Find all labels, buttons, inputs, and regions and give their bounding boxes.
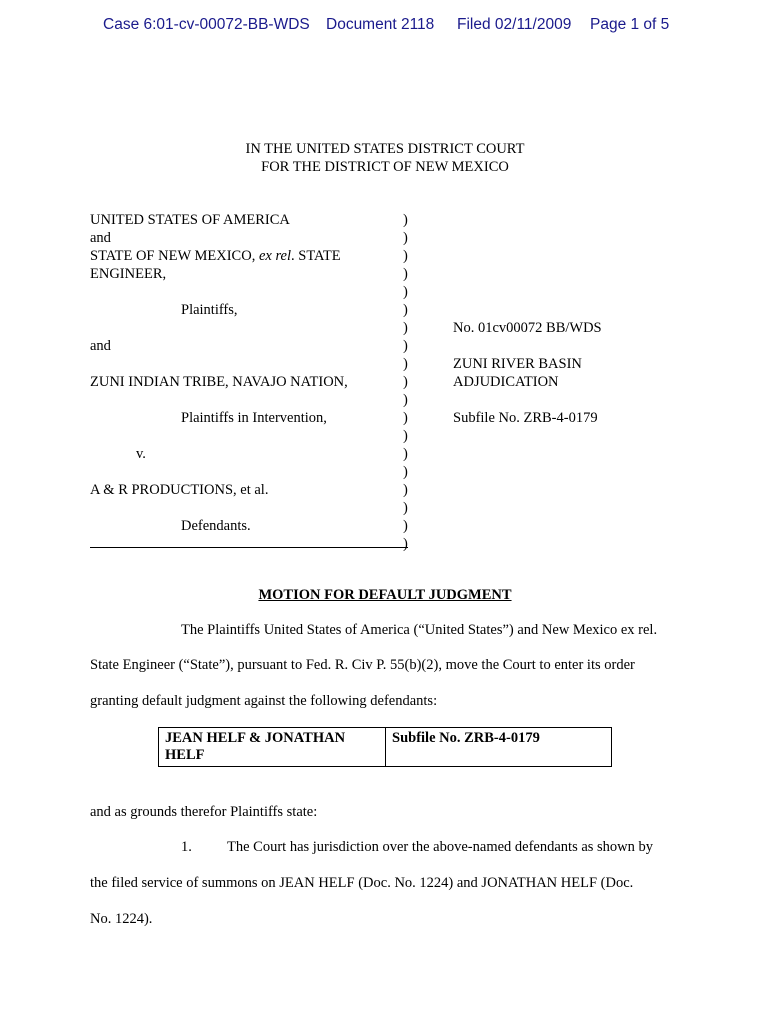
caption-parenthesis: ) bbox=[403, 410, 408, 426]
caption-adjudication-line2: ADJUDICATION bbox=[453, 374, 559, 390]
caption-plaintiff-engineer: ENGINEER, bbox=[90, 266, 167, 282]
defendant-subfile-cell: Subfile No. ZRB-4-0179 bbox=[386, 728, 612, 767]
court-name-line1: IN THE UNITED STATES DISTRICT COURT bbox=[245, 141, 525, 157]
caption-adjudication-line1: ZUNI RIVER BASIN bbox=[453, 356, 582, 372]
caption-intervenors-label: Plaintiffs in Intervention, bbox=[181, 410, 327, 426]
caption-and-1: and bbox=[90, 230, 111, 246]
caption-parenthesis: ) bbox=[403, 392, 408, 408]
caption-parenthesis: ) bbox=[403, 518, 408, 534]
court-name-line2: FOR THE DISTRICT OF NEW MEXICO bbox=[261, 159, 509, 175]
item1-line2: the filed service of summons on JEAN HELF (Doc. No. 1224) and JONATHAN HELF (Doc. bbox=[90, 875, 634, 891]
table-row bbox=[159, 728, 612, 767]
header-case-number: Case 6:01-cv-00072-BB-WDS bbox=[103, 16, 310, 33]
caption-parenthesis: ) bbox=[403, 284, 408, 300]
motion-title: MOTION FOR DEFAULT JUDGMENT bbox=[258, 587, 512, 603]
caption-parenthesis: ) bbox=[403, 266, 408, 282]
item1-line3: No. 1224). bbox=[90, 911, 153, 927]
caption-parenthesis: ) bbox=[403, 302, 408, 318]
header-document-number: Document 2118 bbox=[326, 16, 435, 33]
caption-parenthesis: ) bbox=[403, 338, 408, 354]
caption-parenthesis: ) bbox=[403, 248, 408, 264]
caption-parenthesis: ) bbox=[403, 464, 408, 480]
item1-line1: The Court has jurisdiction over the above-named defendants as shown by bbox=[227, 839, 654, 855]
caption-parenthesis: ) bbox=[403, 212, 408, 228]
motion-intro-line2: State Engineer (“State”), pursuant to Fed. R. Civ P. 55(b)(2), move the Court to enter its order bbox=[90, 657, 635, 673]
defendant-name-cell: JEAN HELF & JONATHAN HELF bbox=[159, 728, 386, 767]
caption-plaintiff-usa: UNITED STATES OF AMERICA bbox=[90, 212, 290, 228]
caption-intervenors: ZUNI INDIAN TRIBE, NAVAJO NATION, bbox=[90, 374, 348, 390]
caption-underline bbox=[90, 547, 408, 548]
caption-parenthesis: ) bbox=[403, 356, 408, 372]
caption-plaintiffs-label: Plaintiffs, bbox=[181, 302, 238, 318]
caption-parenthesis: ) bbox=[403, 230, 408, 246]
caption-versus: v. bbox=[136, 446, 146, 462]
court-filing-header bbox=[0, 16, 770, 38]
caption-parenthesis: ) bbox=[403, 446, 408, 462]
item1-number: 1. bbox=[181, 839, 192, 855]
caption-parenthesis: ) bbox=[403, 536, 408, 552]
caption-parenthesis: ) bbox=[403, 428, 408, 444]
caption-parenthesis: ) bbox=[403, 482, 408, 498]
motion-intro-line3: granting default judgment against the following defendants: bbox=[90, 693, 438, 709]
header-filed-date: Filed 02/11/2009 bbox=[457, 16, 572, 33]
caption-defendant: A & R PRODUCTIONS, et al. bbox=[90, 482, 269, 498]
defendants-table bbox=[158, 727, 612, 767]
header-page-count: Page 1 of 5 bbox=[590, 16, 670, 33]
caption-case-number: No. 01cv00072 BB/WDS bbox=[453, 320, 602, 336]
court-name bbox=[0, 140, 770, 176]
caption-defendants-label: Defendants. bbox=[181, 518, 251, 534]
caption-parenthesis-column bbox=[403, 211, 408, 553]
motion-grounds: and as grounds therefor Plaintiffs state: bbox=[90, 804, 318, 820]
caption-subfile-number: Subfile No. ZRB-4-0179 bbox=[453, 410, 598, 426]
caption-parenthesis: ) bbox=[403, 320, 408, 336]
motion-intro-line1: The Plaintiffs United States of America (“United States”) and New Mexico ex rel. bbox=[181, 622, 658, 638]
caption-plaintiff-new-mexico: STATE OF NEW MEXICO, ex rel. STATE bbox=[90, 248, 341, 264]
caption-parenthesis: ) bbox=[403, 500, 408, 516]
caption-parenthesis: ) bbox=[403, 374, 408, 390]
caption-and-2: and bbox=[90, 338, 111, 354]
